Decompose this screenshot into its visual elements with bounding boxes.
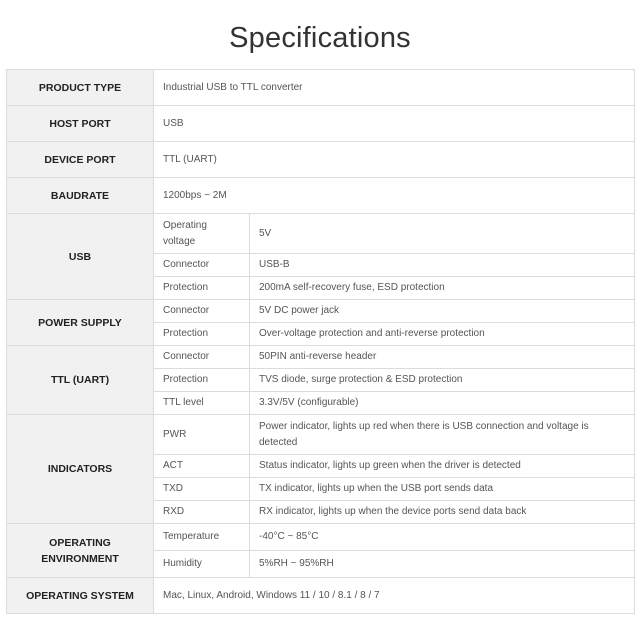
- usb-operating-voltage-label: Operating voltage: [154, 214, 250, 254]
- table-row: [7, 70, 635, 106]
- usb-operating-voltage-value: 5V: [250, 214, 635, 254]
- ttl-connector-label: Connector: [154, 346, 250, 369]
- row-header-product-type: PRODUCT TYPE: [7, 70, 154, 106]
- ttl-level-value: 3.3V/5V (configurable): [250, 392, 635, 415]
- ttl-connector-value: 50PIN anti-reverse header: [250, 346, 635, 369]
- power-protection-value: Over-voltage protection and anti-reverse protection: [250, 323, 635, 346]
- baudrate-value: 1200bps ~ 2M: [154, 178, 635, 214]
- indicator-rxd-label: RXD: [154, 501, 250, 524]
- ttl-level-label: TTL level: [154, 392, 250, 415]
- product-type-value: Industrial USB to TTL converter: [154, 70, 635, 106]
- row-header-ttl: TTL (UART): [7, 346, 154, 415]
- table-row: [7, 346, 635, 369]
- ttl-protection-value: TVS diode, surge protection & ESD protection: [250, 369, 635, 392]
- environment-humidity-value: 5%RH ~ 95%RH: [250, 551, 635, 578]
- host-port-value: USB: [154, 106, 635, 142]
- table-row: [7, 214, 635, 254]
- row-header-usb: USB: [7, 214, 154, 300]
- environment-temperature-value: -40°C ~ 85°C: [250, 524, 635, 551]
- power-connector-value: 5V DC power jack: [250, 300, 635, 323]
- page-title: Specifications: [229, 22, 411, 54]
- indicator-txd-label: TXD: [154, 478, 250, 501]
- usb-connector-label: Connector: [154, 254, 250, 277]
- row-header-indicators: INDICATORS: [7, 415, 154, 524]
- table-row: [7, 415, 635, 455]
- row-header-baudrate: BAUDRATE: [7, 178, 154, 214]
- operating-system-value: Mac, Linux, Android, Windows 11 / 10 / 8.1 / 8 / 7: [154, 578, 635, 614]
- table-row: [7, 300, 635, 323]
- device-port-value: TTL (UART): [154, 142, 635, 178]
- environment-humidity-label: Humidity: [154, 551, 250, 578]
- ttl-protection-label: Protection: [154, 369, 250, 392]
- environment-temperature-label: Temperature: [154, 524, 250, 551]
- table-row: [7, 178, 635, 214]
- usb-protection-value: 200mA self-recovery fuse, ESD protection: [250, 277, 635, 300]
- specifications-table: [6, 69, 635, 614]
- row-header-operating-environment: OPERATING ENVIRONMENT: [7, 524, 154, 578]
- indicator-pwr-label: PWR: [154, 415, 250, 455]
- indicator-rxd-value: RX indicator, lights up when the device ports send data back: [250, 501, 635, 524]
- power-connector-label: Connector: [154, 300, 250, 323]
- table-row: [7, 142, 635, 178]
- row-header-operating-system: OPERATING SYSTEM: [7, 578, 154, 614]
- table-row: [7, 578, 635, 614]
- usb-protection-label: Protection: [154, 277, 250, 300]
- row-header-power-supply: POWER SUPPLY: [7, 300, 154, 346]
- indicator-act-value: Status indicator, lights up green when the driver is detected: [250, 455, 635, 478]
- indicator-pwr-value: Power indicator, lights up red when there is USB connection and voltage is detected: [250, 415, 635, 455]
- power-protection-label: Protection: [154, 323, 250, 346]
- usb-connector-value: USB-B: [250, 254, 635, 277]
- table-row: [7, 524, 635, 551]
- indicator-txd-value: TX indicator, lights up when the USB port sends data: [250, 478, 635, 501]
- row-header-device-port: DEVICE PORT: [7, 142, 154, 178]
- table-row: [7, 106, 635, 142]
- row-header-host-port: HOST PORT: [7, 106, 154, 142]
- indicator-act-label: ACT: [154, 455, 250, 478]
